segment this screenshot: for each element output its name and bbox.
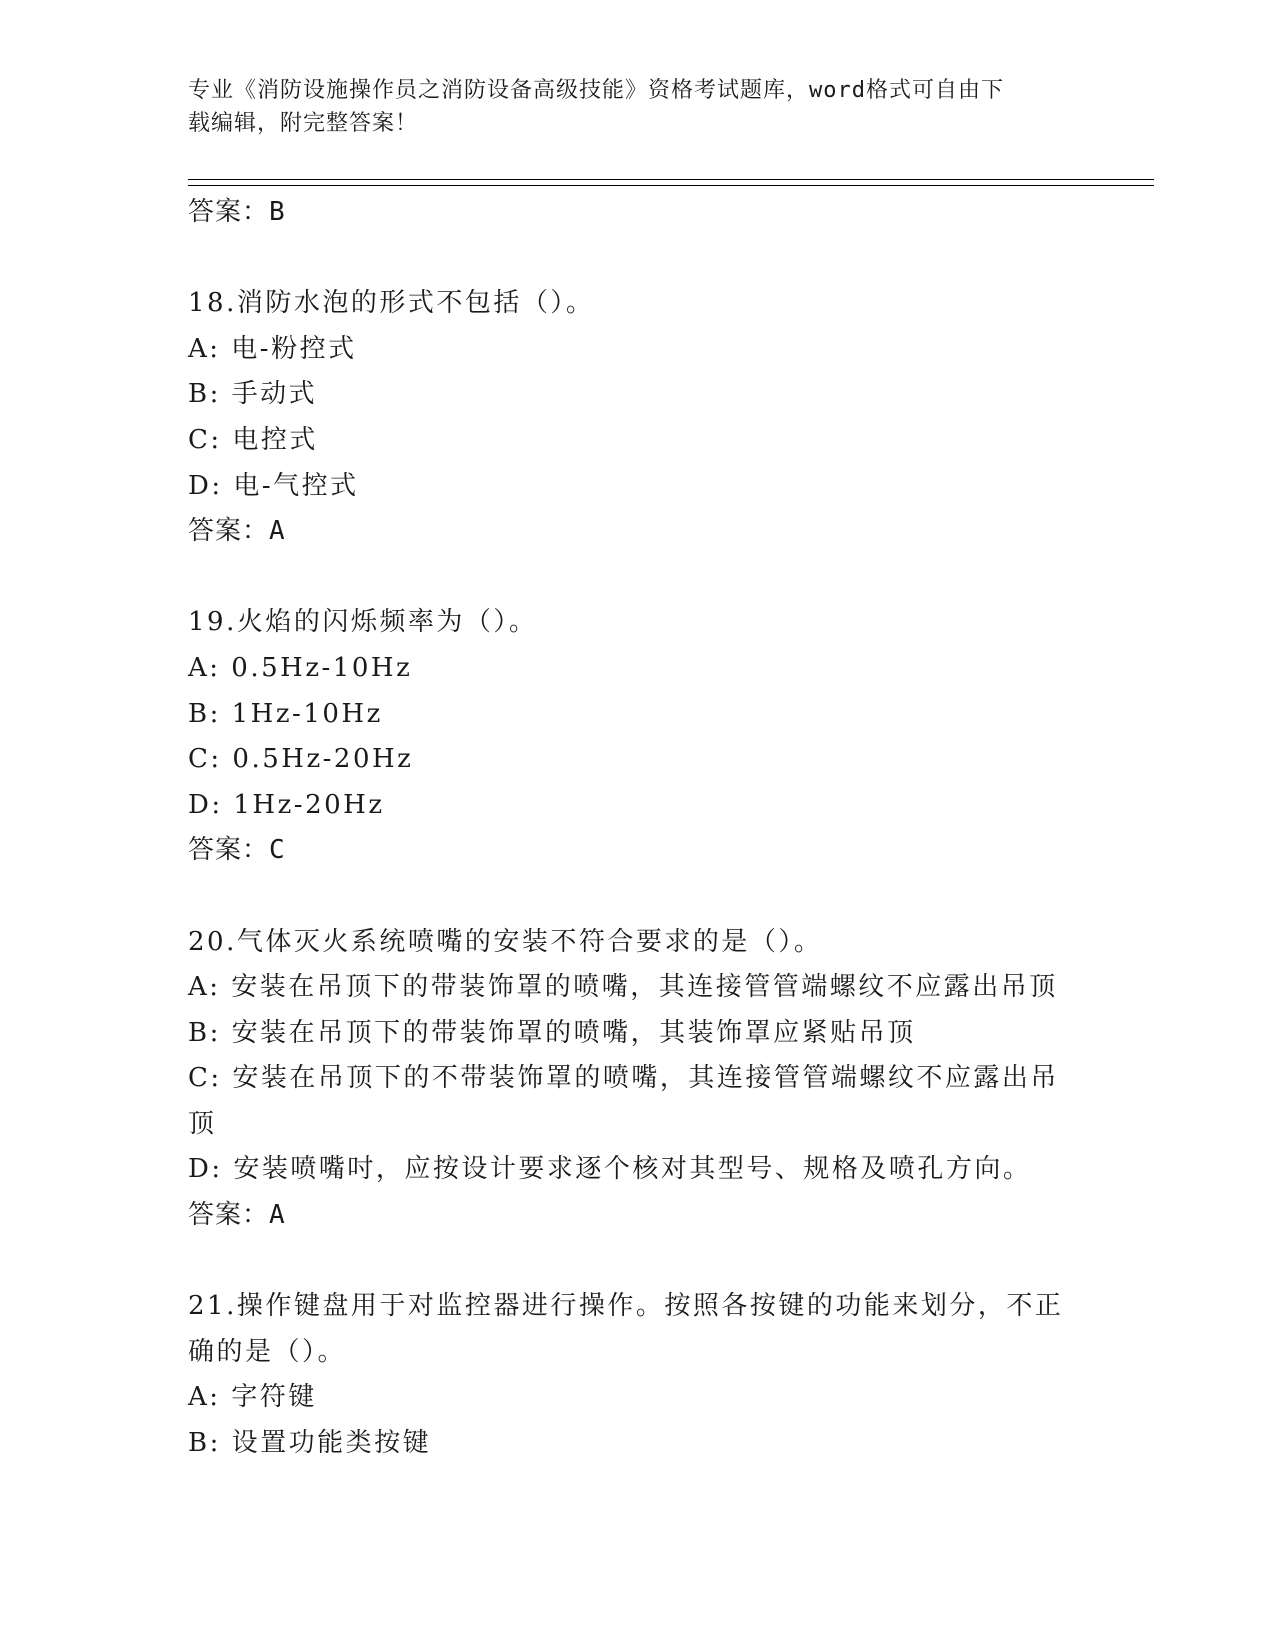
document-header [188,74,1068,140]
answer-text: 答案：C [188,835,286,866]
question-text: 19.火焰的闪烁频率为（）。 [188,607,538,638]
question-text: 21.操作键盘用于对监控器进行操作。按照各按键的功能来划分，不正 [188,1291,1064,1322]
answer-text: 答案：A [188,516,286,547]
option-d: D: 电-气控式 [188,470,359,501]
option-a: A: 0.5Hz-10Hz [188,652,413,683]
question-block [188,920,1088,1239]
option-c-continued: 顶 [188,1108,217,1139]
header-rule-bottom [188,185,1154,186]
option-a: A: 电-粉控式 [188,333,357,364]
option-b: B: 手动式 [188,379,318,410]
option-a: A: 字符键 [188,1382,317,1413]
spacer [188,555,1088,601]
option-b: B: 安装在吊顶下的带装饰罩的喷嘴，其装饰罩应紧贴吊顶 [188,1017,916,1048]
option-b: B: 设置功能类按键 [188,1428,432,1459]
option-d: D: 1Hz-20Hz [188,789,385,820]
question-text: 18.消防水泡的形式不包括（）。 [188,288,595,319]
previous-answer: 答案：B [188,197,286,227]
spacer [188,1239,1088,1285]
spacer [188,874,1088,920]
header-line-2: 载编辑，附完整答案！ [188,111,419,136]
option-c: C: 电控式 [188,424,318,455]
question-list [188,190,1088,1467]
option-c: C: 安装在吊顶下的不带装饰罩的喷嘴，其连接管管端螺纹不应露出吊 [188,1063,1059,1094]
question-text: 20.气体灭火系统喷嘴的安装不符合要求的是（）。 [188,926,823,957]
header-line-1: 专业《消防设施操作员之消防设备高级技能》资格考试题库，word格式可自由下 [188,78,1004,103]
option-d: D: 安装喷嘴吋，应按设计要求逐个核对其型号、规格及喷孔方向。 [188,1154,1032,1185]
option-b: B: 1Hz-10Hz [188,698,383,729]
question-block [188,281,1088,555]
question-block [188,1284,1088,1466]
option-c: C: 0.5Hz-20Hz [188,744,414,775]
spacer [188,236,1088,282]
answer-text: 答案：A [188,1200,286,1231]
option-a: A: 安装在吊顶下的带装饰罩的喷嘴，其连接管管端螺纹不应露出吊顶 [188,972,1058,1003]
question-text-continued: 确的是（）。 [188,1336,347,1367]
header-rule-top [188,179,1154,180]
question-block [188,600,1088,874]
